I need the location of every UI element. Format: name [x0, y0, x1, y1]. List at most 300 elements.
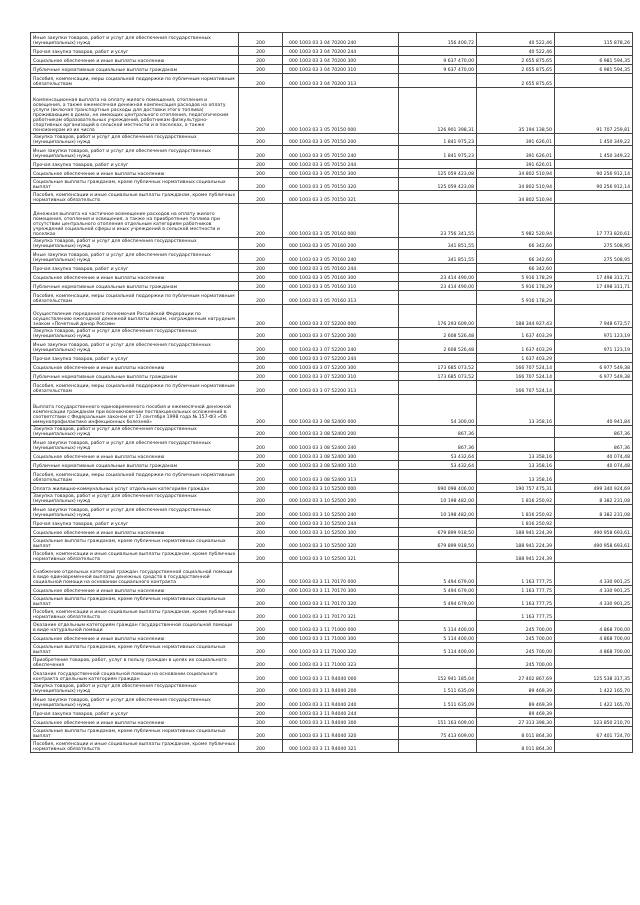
unexecuted-amount-cell: 17 498 311,71 — [555, 273, 633, 282]
line-code-cell: 200 — [239, 74, 283, 88]
approved-amount-cell: 126 901 398,31 — [399, 88, 477, 134]
executed-amount-cell: 66 342,60 — [477, 264, 555, 273]
line-code-cell: 200 — [239, 47, 283, 56]
line-code-cell: 200 — [239, 718, 283, 727]
budget-code-cell: 000 1003 03 3 11 R4040 244 — [283, 709, 399, 718]
row-name-cell: Публичные нормативные социальные выплаты гражданам — [31, 65, 239, 74]
unexecuted-amount-cell: 490 958 693,61 — [555, 528, 633, 537]
line-code-cell: 200 — [239, 519, 283, 528]
executed-amount-cell: 188 941 224,39 — [477, 537, 555, 550]
executed-amount-cell: 188 344 927,43 — [477, 305, 555, 328]
approved-amount-cell — [399, 519, 477, 528]
table-row — [31, 282, 633, 291]
unexecuted-amount-cell — [555, 740, 633, 753]
table-row — [31, 47, 633, 56]
budget-code-cell: 000 1003 03 3 05 70150 200 — [283, 134, 399, 146]
executed-amount-cell: 5 916 178,29 — [477, 282, 555, 291]
line-code-cell: 200 — [239, 204, 283, 238]
approved-amount-cell: 53 432,64 — [399, 452, 477, 461]
row-name-cell: Социальное обеспечение и иные выплаты населению — [31, 634, 239, 643]
line-code-cell: 200 — [239, 305, 283, 328]
row-name-cell: Публичные нормативные социальные выплаты гражданам — [31, 461, 239, 470]
approved-amount-cell: 679 899 918,50 — [399, 528, 477, 537]
line-code-cell: 200 — [239, 264, 283, 273]
table-row — [31, 65, 633, 74]
table-row — [31, 505, 633, 519]
executed-amount-cell: 27 402 867,69 — [477, 669, 555, 683]
row-name-cell: Социальные выплаты гражданам, кроме публичных нормативных социальных выплат — [31, 537, 239, 550]
executed-amount-cell: 190 757 475,31 — [477, 484, 555, 493]
approved-amount-cell — [399, 74, 477, 88]
line-code-cell: 200 — [239, 643, 283, 656]
approved-amount-cell — [399, 470, 477, 484]
approved-amount-cell: 1 511 635,09 — [399, 695, 477, 709]
executed-amount-cell: 188 941 224,39 — [477, 528, 555, 537]
unexecuted-amount-cell: 17 498 311,71 — [555, 282, 633, 291]
budget-code-cell: 000 1003 03 3 07 52200 313 — [283, 381, 399, 395]
row-name-cell: Публичные нормативные социальные выплаты гражданам — [31, 372, 239, 381]
unexecuted-amount-cell — [555, 264, 633, 273]
unexecuted-amount-cell — [555, 160, 633, 169]
budget-code-cell: 000 1003 03 3 08 52400 310 — [283, 461, 399, 470]
line-code-cell: 200 — [239, 381, 283, 395]
row-name-cell: Социальное обеспечение и иные выплаты населению — [31, 586, 239, 595]
table-body — [31, 33, 633, 753]
row-name-cell: Пособия, компенсации, меры социальной поддержки по публичным нормативным обязательствам — [31, 470, 239, 484]
budget-code-cell: 000 1003 03 3 05 70150 300 — [283, 169, 399, 178]
row-name-cell: Пособия, компенсации, меры социальной поддержки по публичным нормативным обязательствам — [31, 381, 239, 395]
row-name-cell: Социальное обеспечение и иные выплаты населению — [31, 528, 239, 537]
line-code-cell: 200 — [239, 33, 283, 47]
table-row — [31, 291, 633, 305]
row-name-cell: Иные закупки товаров, работ и услуг для обеспечения государственных (муниципальных) нужд — [31, 146, 239, 160]
table-row — [31, 340, 633, 354]
table-row — [31, 204, 633, 238]
table-row — [31, 381, 633, 395]
line-code-cell: 200 — [239, 493, 283, 505]
approved-amount-cell — [399, 381, 477, 395]
line-code-cell: 200 — [239, 191, 283, 204]
line-code-cell: 200 — [239, 363, 283, 372]
budget-code-cell: 000 1003 03 3 04 70200 244 — [283, 47, 399, 56]
line-code-cell: 200 — [239, 88, 283, 134]
budget-code-cell: 000 1003 03 3 08 52400 300 — [283, 452, 399, 461]
unexecuted-amount-cell: 91 707 259,81 — [555, 88, 633, 134]
approved-amount-cell: 867,36 — [399, 438, 477, 452]
line-code-cell: 200 — [239, 740, 283, 753]
budget-code-cell: 000 1003 03 3 11 70170 320 — [283, 595, 399, 608]
budget-code-cell: 000 1003 03 3 08 52400 200 — [283, 426, 399, 438]
row-name-cell: Закупка товаров, работ и услуг для обеспечения государственных (муниципальных) нужд — [31, 328, 239, 340]
unexecuted-amount-cell: 4 330 901,25 — [555, 586, 633, 595]
line-code-cell: 200 — [239, 586, 283, 595]
table-row — [31, 718, 633, 727]
unexecuted-amount-cell: 115 878,26 — [555, 33, 633, 47]
row-name-cell: Пособия, компенсации и иные социальные выплаты гражданам, кроме публичных нормативных обязательств — [31, 191, 239, 204]
executed-amount-cell: 166 707 524,14 — [477, 372, 555, 381]
approved-amount-cell — [399, 740, 477, 753]
approved-amount-cell: 341 851,55 — [399, 250, 477, 264]
line-code-cell: 200 — [239, 178, 283, 191]
executed-amount-cell: 1 637 403,29 — [477, 328, 555, 340]
line-code-cell: 200 — [239, 169, 283, 178]
budget-code-cell: 000 1003 03 3 10 52500 200 — [283, 493, 399, 505]
table-row — [31, 695, 633, 709]
table-row — [31, 740, 633, 753]
executed-amount-cell: 89 469,39 — [477, 683, 555, 695]
line-code-cell: 200 — [239, 160, 283, 169]
budget-code-cell: 000 1003 03 3 10 52500 244 — [283, 519, 399, 528]
table-row — [31, 74, 633, 88]
row-name-cell: Закупка товаров, работ и услуг для обеспечения государственных (муниципальных) нужд — [31, 426, 239, 438]
row-name-cell: Пособия, компенсации, меры социальной поддержки по публичным нормативным обязательствам — [31, 291, 239, 305]
executed-amount-cell: 1 816 250,92 — [477, 493, 555, 505]
budget-code-cell: 000 1003 03 3 08 52400 313 — [283, 470, 399, 484]
approved-amount-cell: 9 637 470,00 — [399, 56, 477, 65]
unexecuted-amount-cell — [555, 608, 633, 621]
table-row — [31, 528, 633, 537]
budget-code-cell: 000 1003 03 3 07 52200 240 — [283, 340, 399, 354]
report-page — [30, 32, 632, 753]
budget-code-cell: 000 1003 03 3 07 52200 244 — [283, 354, 399, 363]
line-code-cell: 200 — [239, 56, 283, 65]
executed-amount-cell: 35 194 138,50 — [477, 88, 555, 134]
unexecuted-amount-cell: 90 256 912,14 — [555, 169, 633, 178]
row-name-cell: Иные закупки товаров, работ и услуг для обеспечения государственных (муниципальных) нужд — [31, 340, 239, 354]
table-row — [31, 372, 633, 381]
approved-amount-cell: 690 098 406,00 — [399, 484, 477, 493]
approved-amount-cell: 125 059 423,08 — [399, 178, 477, 191]
approved-amount-cell: 5 114 400,00 — [399, 643, 477, 656]
row-name-cell: Снабжение отдельных категорий граждан государственной социальной помощи в виде единовременной выплаты денежных средств в государственной социальной помощи на основании социального контракта — [31, 563, 239, 586]
approved-amount-cell: 1 841 975,23 — [399, 134, 477, 146]
executed-amount-cell: 27 313 398,30 — [477, 718, 555, 727]
unexecuted-amount-cell: 971 123,19 — [555, 328, 633, 340]
budget-code-cell: 000 1003 03 3 11 70170 000 — [283, 563, 399, 586]
row-name-cell: Компенсационная выплата на оплату жилого помещения, отопления и освещения, а также ежемесячная денежная компенсация расходов на оплату услуги (включая транспортные расходы для доставки этого топлива) проживающим в домах, не имеющих центрального отопления, педагогическим работникам образовательных учреждений, работникам физкультурно-спортивных организаций в сельской местности и в поселках, а также пенсионерам из их числа — [31, 88, 239, 134]
executed-amount-cell: 245 700,00 — [477, 621, 555, 634]
line-code-cell: 200 — [239, 238, 283, 250]
executed-amount-cell: 8 011 864,30 — [477, 740, 555, 753]
table-row — [31, 634, 633, 643]
unexecuted-amount-cell — [555, 74, 633, 88]
line-code-cell: 200 — [239, 328, 283, 340]
table-row — [31, 709, 633, 718]
unexecuted-amount-cell: 8 382 231,08 — [555, 493, 633, 505]
row-name-cell: Прочая закупка товаров, работ и услуг — [31, 709, 239, 718]
unexecuted-amount-cell: 275 508,95 — [555, 250, 633, 264]
line-code-cell: 200 — [239, 550, 283, 563]
unexecuted-amount-cell — [555, 291, 633, 305]
row-name-cell: Иные закупки товаров, работ и услуг для обеспечения государственных (муниципальных) нужд — [31, 438, 239, 452]
unexecuted-amount-cell — [555, 191, 633, 204]
table-row — [31, 656, 633, 669]
budget-code-cell: 000 1003 03 3 11 70170 300 — [283, 586, 399, 595]
approved-amount-cell — [399, 550, 477, 563]
budget-code-cell: 000 1003 03 3 11 R4040 000 — [283, 669, 399, 683]
budget-code-cell: 000 1003 03 3 10 52500 000 — [283, 484, 399, 493]
table-row — [31, 470, 633, 484]
approved-amount-cell: 10 198 482,00 — [399, 505, 477, 519]
table-row — [31, 452, 633, 461]
row-name-cell: Социальные выплаты гражданам, кроме публичных нормативных социальных выплат — [31, 178, 239, 191]
approved-amount-cell: 1 841 975,23 — [399, 146, 477, 160]
budget-code-cell: 000 1003 03 3 11 71000 000 — [283, 621, 399, 634]
executed-amount-cell: 34 802 510,94 — [477, 178, 555, 191]
unexecuted-amount-cell: 6 981 594,35 — [555, 65, 633, 74]
budget-code-cell: 000 1003 03 3 07 52200 200 — [283, 328, 399, 340]
row-name-cell: Иные закупки товаров, работ и услуг для обеспечения государственных (муниципальных) нужд — [31, 33, 239, 47]
budget-code-cell: 000 1003 03 3 08 52400 000 — [283, 395, 399, 426]
executed-amount-cell: 2 655 875,65 — [477, 56, 555, 65]
row-name-cell: Закупка товаров, работ и услуг для обеспечения государственных (муниципальных) нужд — [31, 493, 239, 505]
approved-amount-cell: 125 059 423,08 — [399, 169, 477, 178]
line-code-cell: 200 — [239, 273, 283, 282]
line-code-cell: 200 — [239, 656, 283, 669]
line-code-cell: 200 — [239, 608, 283, 621]
approved-amount-cell — [399, 291, 477, 305]
approved-amount-cell: 5 114 400,00 — [399, 621, 477, 634]
table-row — [31, 727, 633, 740]
executed-amount-cell: 8 011 864,30 — [477, 727, 555, 740]
line-code-cell: 200 — [239, 461, 283, 470]
row-name-cell: Социальное обеспечение и иные выплаты населению — [31, 718, 239, 727]
unexecuted-amount-cell: 275 508,95 — [555, 238, 633, 250]
budget-code-cell: 000 1003 03 3 05 70160 244 — [283, 264, 399, 273]
approved-amount-cell: 173 685 073,52 — [399, 372, 477, 381]
executed-amount-cell: 66 342,60 — [477, 238, 555, 250]
table-row — [31, 643, 633, 656]
table-row — [31, 264, 633, 273]
table-row — [31, 134, 633, 146]
approved-amount-cell: 75 413 609,00 — [399, 727, 477, 740]
line-code-cell: 200 — [239, 634, 283, 643]
line-code-cell: 200 — [239, 505, 283, 519]
executed-amount-cell: 245 700,00 — [477, 656, 555, 669]
executed-amount-cell: 2 655 875,65 — [477, 74, 555, 88]
executed-amount-cell: 1 163 777,75 — [477, 608, 555, 621]
unexecuted-amount-cell — [555, 656, 633, 669]
line-code-cell: 200 — [239, 621, 283, 634]
unexecuted-amount-cell: 4 868 700,00 — [555, 643, 633, 656]
approved-amount-cell: 23 414 490,00 — [399, 273, 477, 282]
executed-amount-cell: 66 342,60 — [477, 250, 555, 264]
approved-amount-cell — [399, 264, 477, 273]
executed-amount-cell: 391 626,01 — [477, 160, 555, 169]
row-name-cell: Прочая закупка товаров, работ и услуг — [31, 160, 239, 169]
executed-amount-cell: 1 637 403,29 — [477, 354, 555, 363]
row-name-cell: Закупка товаров, работ и услуг для обеспечения государственных (муниципальных) нужд — [31, 238, 239, 250]
executed-amount-cell: 166 707 524,14 — [477, 381, 555, 395]
row-name-cell: Прочая закупка товаров, работ и услуг — [31, 264, 239, 273]
approved-amount-cell: 5 494 679,00 — [399, 563, 477, 586]
line-code-cell: 200 — [239, 291, 283, 305]
executed-amount-cell: 1 163 777,75 — [477, 586, 555, 595]
line-code-cell: 200 — [239, 146, 283, 160]
unexecuted-amount-cell: 123 850 210,70 — [555, 718, 633, 727]
line-code-cell: 200 — [239, 727, 283, 740]
line-code-cell: 200 — [239, 395, 283, 426]
budget-code-cell: 000 1003 03 3 10 52500 321 — [283, 550, 399, 563]
unexecuted-amount-cell: 40 074,48 — [555, 461, 633, 470]
table-row — [31, 395, 633, 426]
row-name-cell: Оказание отдельным категориям граждан государственной социальной помощи в виде натуральной помощи — [31, 621, 239, 634]
approved-amount-cell: 2 608 526,48 — [399, 340, 477, 354]
approved-amount-cell: 152 941 185,04 — [399, 669, 477, 683]
table-row — [31, 595, 633, 608]
executed-amount-cell: 13 358,16 — [477, 452, 555, 461]
executed-amount-cell: 40 522,46 — [477, 47, 555, 56]
executed-amount-cell: 5 916 178,29 — [477, 273, 555, 282]
approved-amount-cell: 54 300,00 — [399, 395, 477, 426]
unexecuted-amount-cell: 490 958 693,61 — [555, 537, 633, 550]
unexecuted-amount-cell — [555, 381, 633, 395]
row-name-cell: Прочая закупка товаров, работ и услуг — [31, 47, 239, 56]
approved-amount-cell: 151 163 609,00 — [399, 718, 477, 727]
line-code-cell: 200 — [239, 484, 283, 493]
row-name-cell: Выплата государственного единовременного пособия и ежемесячной денежной компенсации гражданам при возникновении поствакцинальных осложнений в соответствии с Федеральным законом от 17 сентября 1998 года № 157-ФЗ «Об иммунопрофилактике инфекционных болезней» — [31, 395, 239, 426]
budget-code-cell: 000 1003 03 3 10 52500 240 — [283, 505, 399, 519]
executed-amount-cell: 391 626,01 — [477, 134, 555, 146]
unexecuted-amount-cell: 4 868 700,00 — [555, 621, 633, 634]
budget-code-cell: 000 1003 03 3 05 70160 300 — [283, 273, 399, 282]
line-code-cell: 200 — [239, 250, 283, 264]
approved-amount-cell: 867,36 — [399, 426, 477, 438]
executed-amount-cell: 1 816 250,92 — [477, 519, 555, 528]
table-row — [31, 354, 633, 363]
table-row — [31, 238, 633, 250]
executed-amount-cell: 245 700,00 — [477, 634, 555, 643]
table-row — [31, 56, 633, 65]
approved-amount-cell: 341 851,55 — [399, 238, 477, 250]
budget-code-cell: 000 1003 03 3 04 70200 310 — [283, 65, 399, 74]
table-row — [31, 550, 633, 563]
budget-code-cell: 000 1003 03 3 11 70170 321 — [283, 608, 399, 621]
row-name-cell: Пособия, компенсации и иные социальные выплаты гражданам, кроме публичных нормативных обязательств — [31, 608, 239, 621]
table-row — [31, 328, 633, 340]
row-name-cell: Оказание государственной социальной помощи на основании социального контракта отдельным категориям граждан — [31, 669, 239, 683]
budget-code-cell: 000 1003 03 3 05 70150 000 — [283, 88, 399, 134]
line-code-cell: 200 — [239, 695, 283, 709]
unexecuted-amount-cell: 4 330 901,25 — [555, 563, 633, 586]
table-row — [31, 160, 633, 169]
budget-code-cell: 000 1003 03 3 07 52200 300 — [283, 363, 399, 372]
approved-amount-cell — [399, 191, 477, 204]
budget-code-cell: 000 1003 03 3 11 R4040 200 — [283, 683, 399, 695]
row-name-cell: Социальные выплаты гражданам, кроме публичных нормативных социальных выплат — [31, 643, 239, 656]
table-row — [31, 146, 633, 160]
table-row — [31, 669, 633, 683]
approved-amount-cell: 23 756 341,55 — [399, 204, 477, 238]
table-row — [31, 305, 633, 328]
executed-amount-cell: 1 163 777,75 — [477, 595, 555, 608]
unexecuted-amount-cell: 499 340 924,69 — [555, 484, 633, 493]
row-name-cell: Социальное обеспечение и иные выплаты населению — [31, 273, 239, 282]
row-name-cell: Социальное обеспечение и иные выплаты населению — [31, 56, 239, 65]
row-name-cell: Социальное обеспечение и иные выплаты населению — [31, 363, 239, 372]
table-row — [31, 537, 633, 550]
budget-code-cell: 000 1003 03 3 07 52200 310 — [283, 372, 399, 381]
approved-amount-cell: 5 114 400,00 — [399, 634, 477, 643]
budget-code-cell: 000 1003 03 3 08 52400 240 — [283, 438, 399, 452]
approved-amount-cell: 53 432,64 — [399, 461, 477, 470]
executed-amount-cell — [477, 438, 555, 452]
table-row — [31, 250, 633, 264]
approved-amount-cell — [399, 47, 477, 56]
table-row — [31, 438, 633, 452]
line-code-cell: 200 — [239, 438, 283, 452]
unexecuted-amount-cell: 67 401 724,70 — [555, 727, 633, 740]
line-code-cell: 200 — [239, 134, 283, 146]
table-row — [31, 519, 633, 528]
budget-code-cell: 000 1003 03 3 04 70200 240 — [283, 33, 399, 47]
approved-amount-cell — [399, 608, 477, 621]
budget-code-cell: 000 1003 03 3 05 70150 321 — [283, 191, 399, 204]
approved-amount-cell: 173 685 073,52 — [399, 363, 477, 372]
executed-amount-cell: 166 707 524,14 — [477, 363, 555, 372]
line-code-cell: 200 — [239, 528, 283, 537]
unexecuted-amount-cell: 1 422 165,70 — [555, 683, 633, 695]
table-row — [31, 563, 633, 586]
row-name-cell: Иные закупки товаров, работ и услуг для обеспечения государственных (муниципальных) нужд — [31, 505, 239, 519]
budget-code-cell: 000 1003 03 3 11 71000 320 — [283, 643, 399, 656]
approved-amount-cell: 23 414 490,00 — [399, 282, 477, 291]
budget-code-cell: 000 1003 03 3 11 R4040 321 — [283, 740, 399, 753]
executed-amount-cell: 1 816 250,92 — [477, 505, 555, 519]
budget-code-cell: 000 1003 03 3 11 71000 300 — [283, 634, 399, 643]
approved-amount-cell: 679 899 918,50 — [399, 537, 477, 550]
executed-amount-cell: 5 982 520,94 — [477, 204, 555, 238]
table-row — [31, 273, 633, 282]
budget-code-cell: 000 1003 03 3 04 70200 300 — [283, 56, 399, 65]
budget-code-cell: 000 1003 03 3 11 71000 323 — [283, 656, 399, 669]
unexecuted-amount-cell: 1 450 349,22 — [555, 134, 633, 146]
unexecuted-amount-cell: 40 941,84 — [555, 395, 633, 426]
row-name-cell: Закупка товаров, работ и услуг для обеспечения государственных (муниципальных) нужд — [31, 134, 239, 146]
table-row — [31, 33, 633, 47]
executed-amount-cell: 13 358,16 — [477, 470, 555, 484]
approved-amount-cell: 1 511 635,09 — [399, 683, 477, 695]
approved-amount-cell: 9 637 470,00 — [399, 65, 477, 74]
unexecuted-amount-cell: 6 981 594,35 — [555, 56, 633, 65]
executed-amount-cell: 40 522,46 — [477, 33, 555, 47]
approved-amount-cell: 10 198 482,00 — [399, 493, 477, 505]
table-row — [31, 484, 633, 493]
line-code-cell: 200 — [239, 65, 283, 74]
row-name-cell: Прочая закупка товаров, работ и услуг — [31, 354, 239, 363]
approved-amount-cell — [399, 656, 477, 669]
approved-amount-cell: 5 494 679,00 — [399, 595, 477, 608]
unexecuted-amount-cell: 4 330 901,25 — [555, 595, 633, 608]
approved-amount-cell: 2 608 526,48 — [399, 328, 477, 340]
row-name-cell: Денежная выплата на частичное возмещение расходов на оплату жилого помещения, отопления и освещения, а также на приобретение топлива при отсутствии центрального отопления отдельным категориям работников учреждений социальной сферы и иных учреждений в сельской местности и поселках — [31, 204, 239, 238]
budget-code-cell: 000 1003 03 3 05 70150 244 — [283, 160, 399, 169]
approved-amount-cell: 176 293 609,00 — [399, 305, 477, 328]
executed-amount-cell: 34 802 510,94 — [477, 191, 555, 204]
line-code-cell: 200 — [239, 372, 283, 381]
line-code-cell: 200 — [239, 282, 283, 291]
unexecuted-amount-cell — [555, 709, 633, 718]
budget-code-cell: 000 1003 03 3 07 52200 000 — [283, 305, 399, 328]
table-row — [31, 608, 633, 621]
table-row — [31, 169, 633, 178]
row-name-cell: Пособия, компенсации и иные социальные выплаты гражданам, кроме публичных нормативных обязательств — [31, 550, 239, 563]
executed-amount-cell: 34 802 510,94 — [477, 169, 555, 178]
approved-amount-cell: 156 400,72 — [399, 33, 477, 47]
line-code-cell: 200 — [239, 354, 283, 363]
unexecuted-amount-cell: 1 422 165,70 — [555, 695, 633, 709]
table-row — [31, 178, 633, 191]
